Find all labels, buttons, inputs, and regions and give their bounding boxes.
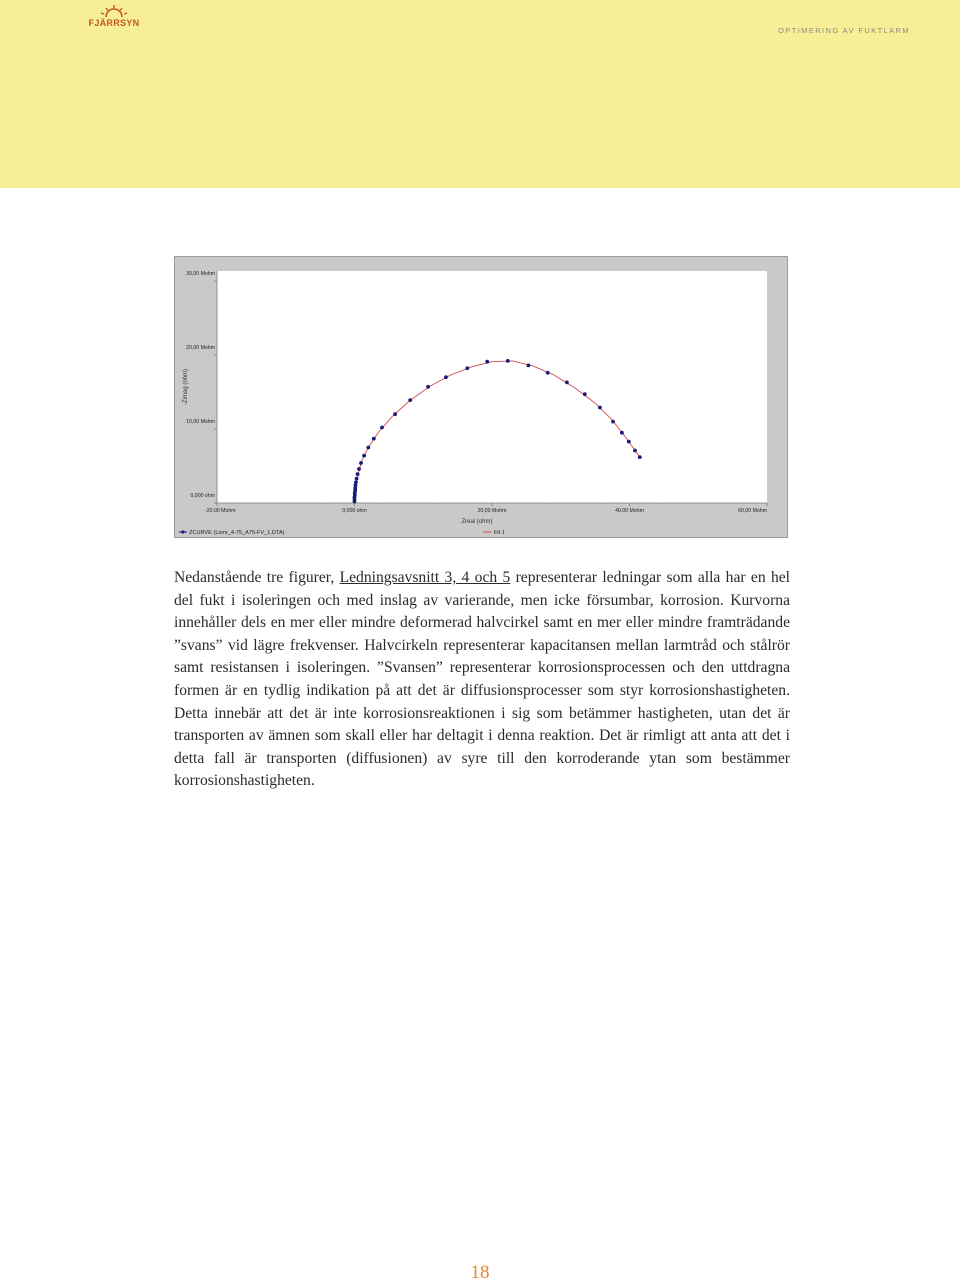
data-point — [380, 426, 384, 430]
data-point — [627, 440, 631, 444]
data-point — [372, 437, 376, 441]
x-tick-label: 60,00 Mohm — [738, 508, 767, 514]
fjarrsyn-logo — [86, 4, 146, 32]
x-tick-label: -20,00 Mohm — [205, 508, 236, 514]
nyquist-chart — [175, 257, 787, 537]
data-point — [598, 406, 602, 410]
y-tick-label: 20,00 Mohm — [186, 345, 215, 351]
legend — [179, 530, 505, 536]
running-head: OPTIMERING AV FUKTLARM — [778, 26, 910, 35]
page-number: 18 — [470, 1262, 490, 1283]
x-tick-label: 20,00 Mohm — [477, 508, 507, 514]
data-point — [620, 431, 624, 435]
data-point — [565, 381, 569, 385]
y-axis-label: -Zimag (ohm) — [183, 368, 189, 406]
body-text-main: representerar ledningar som alla har en hel del fukt i isoleringen och med inslag av varierande, men icke försumbar, korrosion. Kurvorna innehåller dels en mer eller mindre deformerad halvcirkel samt en mer eller mindre framträdande ”svans” vid lägre frekvenser. Halvcirkeln representerar kapacitansen mellan larmtråd och stålrör samt resistansen i isoleringen. ”Svansen” representerar korrosionsprocessen och den uttdragna formen är en tydlig indikation på att det är diffusionsprocesser som styr korrosionshastigheten. Detta innebär att det är inte korrosionsreaktionen i sig som betämmer hastigheten, utan det är transporten av ämnen som skall eller har deltagit i denna reaktion. Det är rimligt att anta att det i detta fall är transporten (diffusionen) av syre till den korroderande ytan som bestämmer korrosionshastigheten. — [174, 569, 790, 790]
x-tick-label: 0,000 ohm — [342, 508, 367, 514]
nyquist-figure — [174, 256, 788, 538]
legend-series-marker — [181, 530, 184, 533]
data-point — [357, 467, 361, 471]
data-point — [366, 446, 370, 450]
data-point — [355, 477, 359, 481]
data-point — [611, 420, 615, 424]
body-text-intro: Nedanstående tre figurer, — [174, 569, 340, 586]
data-point — [485, 360, 489, 364]
data-point — [583, 392, 587, 396]
data-point — [465, 366, 469, 370]
data-point — [638, 455, 642, 459]
data-point — [408, 398, 412, 402]
data-point — [546, 371, 550, 375]
data-point — [527, 364, 531, 368]
legend-fit-label: Fit 1 — [494, 530, 505, 536]
legend-series-label: ZCURVE (Lsmr_4-75_A75-FV_1.DTA) — [189, 530, 285, 536]
y-tick-label: 10,00 Mohm — [186, 419, 215, 425]
x-tick-label: 40,00 Mohm — [615, 508, 644, 514]
data-point — [444, 375, 448, 379]
header-band — [0, 0, 960, 188]
data-point — [506, 359, 510, 363]
data-point — [426, 385, 430, 389]
logo-text: FJÄRRSYN — [88, 18, 140, 28]
y-tick-label: 0,000 ohm — [190, 493, 215, 499]
data-point — [356, 472, 360, 476]
data-point — [633, 449, 637, 453]
data-point — [359, 461, 363, 465]
y-tick-label: 30,00 Mohm — [186, 271, 215, 277]
data-point — [354, 480, 358, 484]
data-point — [362, 454, 366, 458]
plot-area — [217, 271, 767, 503]
data-point — [393, 412, 397, 416]
x-axis-label: Zreal (ohm) — [461, 519, 493, 525]
figure-reference-link[interactable]: Ledningsavsnitt 3, 4 och 5 — [339, 569, 511, 586]
body-paragraph — [174, 567, 790, 793]
